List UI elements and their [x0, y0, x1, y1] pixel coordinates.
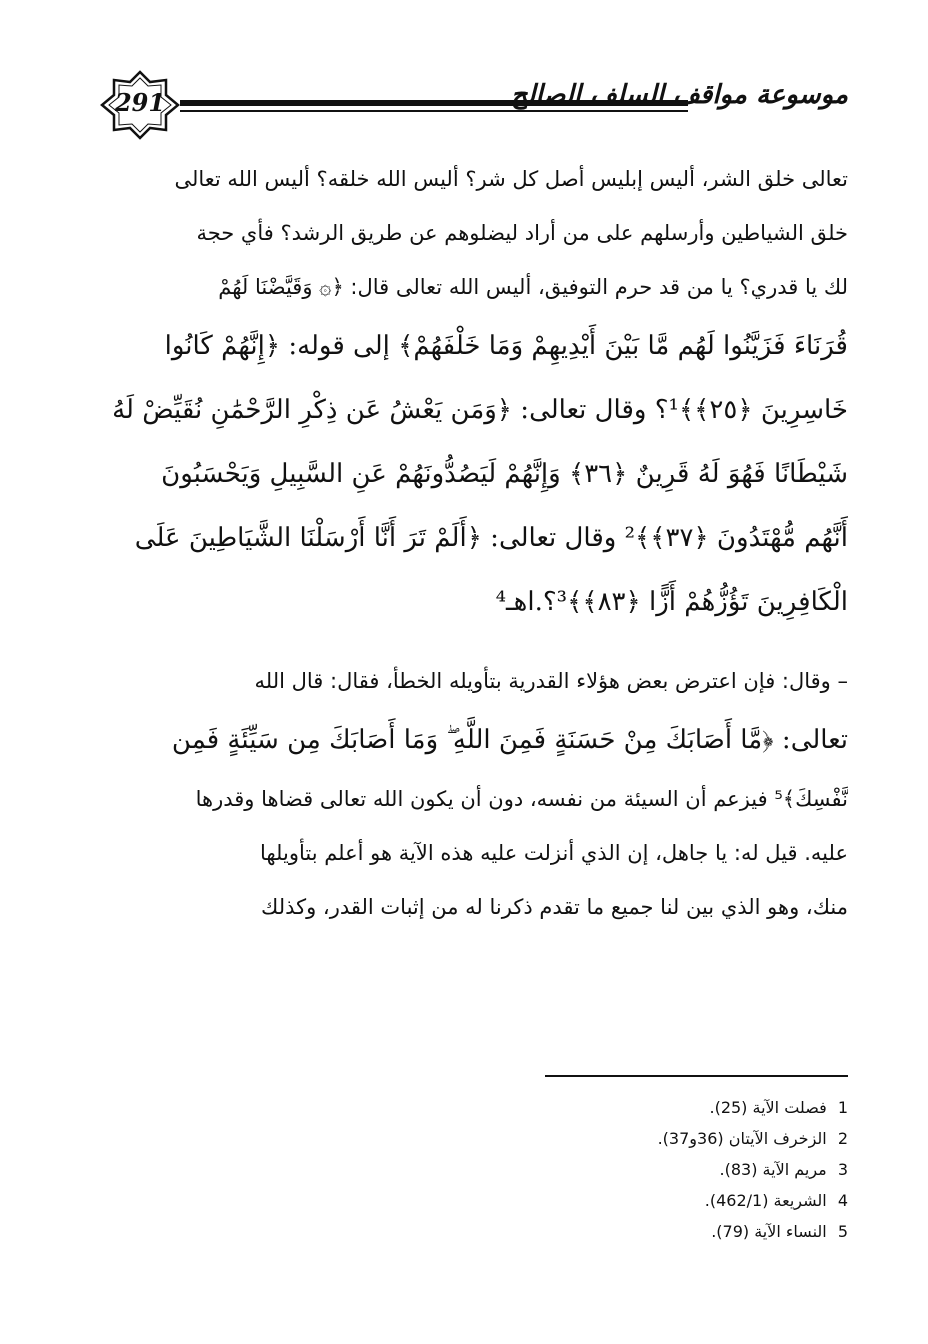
- footnote-text: الزخرف الآيتان (36و37).: [657, 1129, 827, 1148]
- footnote: [560, 1092, 848, 1123]
- main-text: [110, 152, 848, 934]
- text-line: تعالى خلق الشر، أليس إبليس أصل كل شر؟ أليس الله خلقه؟ أليس الله تعالى: [174, 167, 848, 191]
- quran-verse-line: شَيْطَانًا فَهُوَ لَهُ قَرِينٌ ﴿٣٦﴾ وَإِنَّهُمْ لَيَصُدُّونَهُمْ عَنِ السَّبِيلِ وَيَحْسَبُونَ: [161, 459, 848, 489]
- header-rule-thin: [180, 110, 688, 112]
- text-line: منك، وهو الذي بين لنا جميع ما تقدم ذكرنا له من إثبات القدر، وكذلك: [261, 895, 848, 919]
- footnote: [560, 1216, 848, 1247]
- footnote: [560, 1123, 848, 1154]
- footnote: [560, 1154, 848, 1185]
- footnote-text: النساء الآية (79).: [711, 1222, 827, 1241]
- page-number: 291: [114, 88, 166, 117]
- text-line: نَّفْسِكَ﴾⁵ فيزعم أن السيئة من نفسه، دون أن يكون الله تعالى قضاها وقدرها: [195, 787, 848, 811]
- footnote-number: 4: [837, 1191, 848, 1210]
- quran-verse-line: أَنَّهُم مُّهْتَدُونَ ﴿٣٧﴾﴾² وقال تعالى: ﴿أَلَمْ تَرَ أَنَّا أَرْسَلْنَا الشَّيَاطِينَ عَلَى: [134, 523, 848, 553]
- footnote-number: 2: [837, 1129, 848, 1148]
- footnote-text: مريم الآية (83).: [719, 1160, 827, 1179]
- footnote-text: فصلت الآية (25).: [709, 1098, 827, 1117]
- footnote-number: 3: [837, 1160, 848, 1179]
- page-number-badge: [100, 70, 180, 140]
- footnote-separator: [545, 1075, 848, 1077]
- footnote-number: 5: [837, 1222, 848, 1241]
- quran-verse-line: خَاسِرِينَ ﴿٢٥﴾﴾¹؟ وقال تعالى: ﴿وَمَن يَعْشُ عَن ذِكْرِ الرَّحْمَٰنِ نُقَيِّضْ لَهُ: [112, 395, 848, 425]
- quran-verse-line: قُرَنَاءَ فَزَيَّنُوا لَهُم مَّا بَيْنَ أَيْدِيهِمْ وَمَا خَلْفَهُمْ﴾ إلى قوله: ﴿إِنَّهُمْ كَانُوا: [164, 331, 848, 361]
- quran-verse-line: الْكَافِرِينَ تَؤُزُّهُمْ أَزًّا ﴿٨٣﴾﴾³؟.اهـ⁴: [495, 587, 848, 617]
- text-line: خلق الشياطين وأرسلهم على من أراد ليضلوهم عن طريق الرشد؟ فأي حجة: [196, 221, 848, 245]
- quran-verse-line: تعالى: ﴿مَّا أَصَابَكَ مِنْ حَسَنَةٍ فَمِنَ اللَّهِ ۖ وَمَا أَصَابَكَ مِن سَيِّئَةٍ فَمِن: [171, 725, 848, 755]
- paragraph-gap: [110, 634, 848, 654]
- text-line: – وقال: فإن اعترض بعض هؤلاء القدرية بتأويله الخطأ، فقال: قال الله: [254, 669, 848, 693]
- footnote: [560, 1185, 848, 1216]
- page-header: [100, 70, 848, 140]
- text-line: لك يا قدري؟ يا من قد حرم التوفيق، أليس الله تعالى قال: ﴿۞ وَقَيَّضْنَا لَهُمْ: [218, 275, 848, 299]
- footnotes: [560, 1092, 848, 1247]
- footnote-number: 1: [837, 1098, 848, 1117]
- text-line: عليه. قيل له: يا جاهل، إن الذي أنزلت عليه هذه الآية هو أعلم بتأويلها: [259, 841, 848, 865]
- footnote-text: الشريعة (462/1).: [704, 1191, 827, 1210]
- running-title: موسوعة مواقف السلف الصالح: [510, 80, 848, 110]
